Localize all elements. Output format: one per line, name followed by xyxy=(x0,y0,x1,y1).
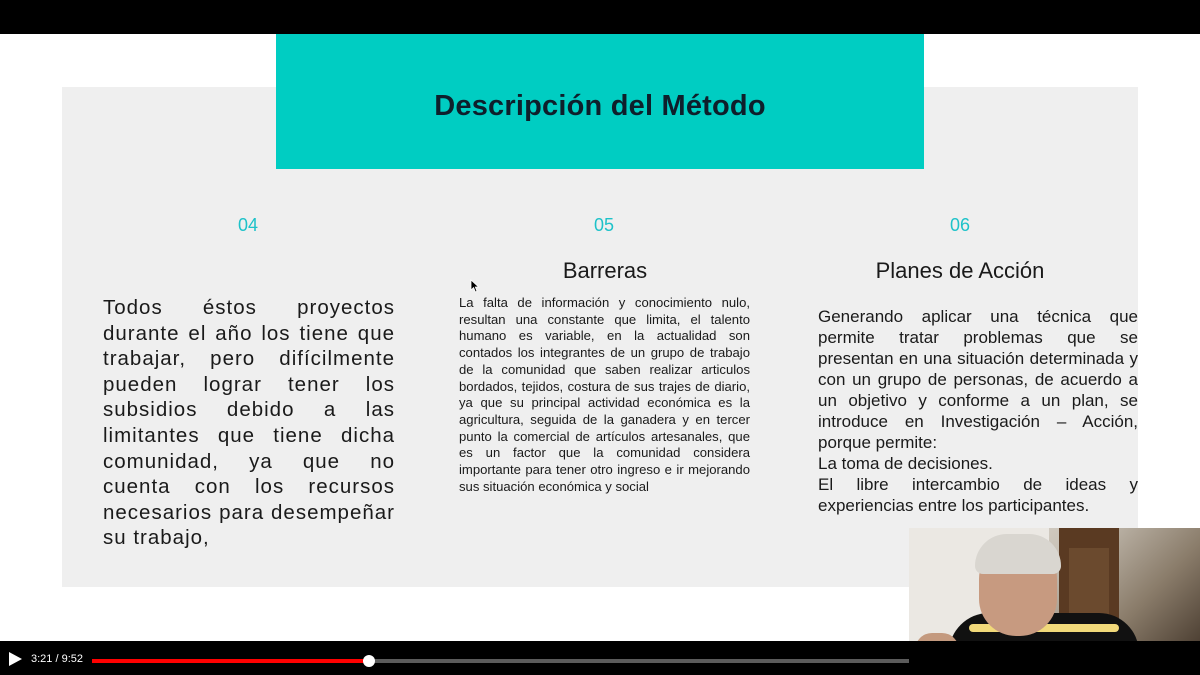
title-banner xyxy=(276,34,924,169)
video-player-controls xyxy=(0,641,1200,675)
play-icon[interactable] xyxy=(9,652,22,666)
time-display: 3:21 / 9:52 xyxy=(31,653,83,665)
column-number-05: 05 xyxy=(593,215,615,235)
column-heading-planes: Planes de Acción xyxy=(875,258,1045,283)
column-text-04: Todos éstos proyectos durante el año los tiene que trabajar, pero difícilmente pueden lograr tener los subsidios debido a las limitantes que tiene dicha comunidad, ya que no cuenta con los recursos necesarios para desempeñar su trabajo, xyxy=(103,296,395,550)
mouse-cursor-icon xyxy=(470,279,480,293)
slide-title: Descripción del Método xyxy=(434,90,766,122)
column-text-06-paragraph: El libre intercambio de ideas y experiencias entre los participantes. xyxy=(818,475,1138,515)
column-number-06: 06 xyxy=(949,215,971,235)
column-text-06-paragraph: Generando aplicar una técnica que permite tratar problemas que se presentan en una situación determinada y con un grupo de personas, de acuerdo a un objetivo y conforme a un plan, se introduce en Investigación – Acción, porque permite: xyxy=(818,307,1138,452)
column-heading-barreras: Barreras xyxy=(562,258,648,283)
webcam-presenter-hair xyxy=(975,534,1061,574)
column-number-04: 04 xyxy=(237,215,259,235)
top-black-bar xyxy=(0,0,1200,34)
progress-played[interactable] xyxy=(92,659,369,663)
column-text-06-paragraph: La toma de decisiones. xyxy=(818,454,993,473)
column-text-05: La falta de información y conocimiento nulo, resultan una constante que limita, el talento humano es variable, en la actualidad son contados los integrantes de un grupo de trabajo de la comunidad que saben realizar articulos bordados, tejidos, costura de sus trajes de diario, ya que su principal actividad económica es la agricultura, seguida de la ganadera y en tercer punto la comercial de artículos artesanales, que es un factor que la comunidad considera importante para tener otro ingreso e ir mejorando sus situación económica y social xyxy=(459,295,750,494)
column-text-06 xyxy=(818,306,1138,534)
